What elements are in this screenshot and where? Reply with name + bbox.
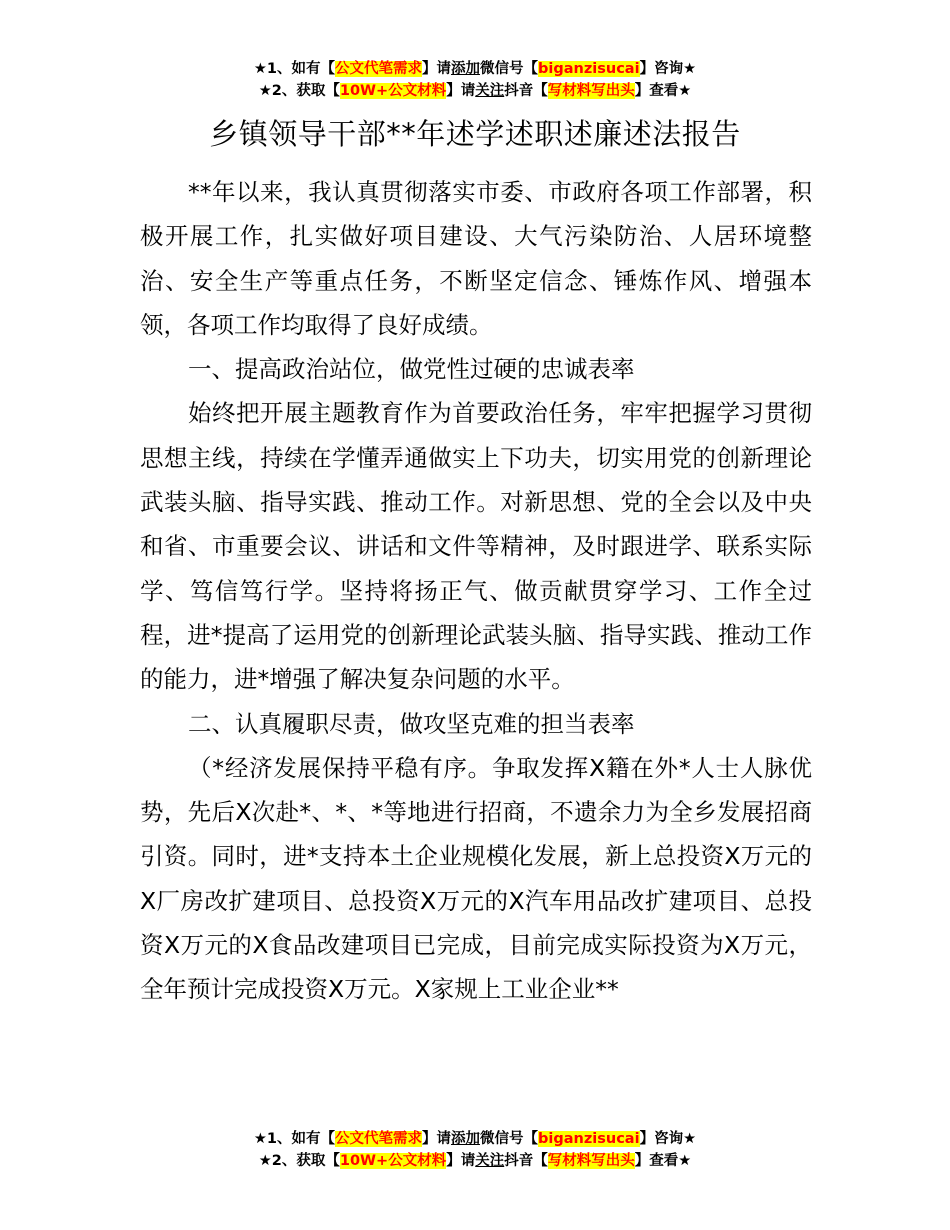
footer-banner: [0, 1128, 950, 1172]
document-body: [140, 170, 812, 1012]
banner-highlight: 公文代笔需求: [335, 61, 423, 77]
banner-highlight: biganzisucai: [538, 1131, 640, 1147]
banner-text: 】请: [422, 61, 452, 77]
banner-highlight: 10W+公文材料: [339, 83, 447, 99]
banner-highlight: biganzisucai: [538, 61, 640, 77]
banner-underline: 关注: [475, 83, 505, 99]
banner-highlight: 写材料写出头: [547, 83, 635, 99]
banner-underline: 关注: [475, 1153, 505, 1169]
banner-text: 】咨询★: [639, 61, 697, 77]
document-title: 乡镇领导干部**年述学述职述廉述法报告: [209, 117, 741, 151]
banner-text: 抖音【: [504, 1153, 548, 1169]
banner-text: ★2、获取【: [258, 1153, 340, 1169]
banner-highlight: 公文代笔需求: [335, 1131, 423, 1147]
banner-text: 】查看★: [634, 1153, 692, 1169]
banner-text: ★1、如有【: [253, 1131, 336, 1147]
banner-text: 】咨询★: [639, 1131, 697, 1147]
banner-text: ★2、获取【: [258, 83, 340, 99]
banner-text: 】请: [446, 1153, 476, 1169]
banner-line-2: [0, 1150, 950, 1172]
banner-line-1: [0, 1128, 950, 1150]
header-banner: [0, 58, 950, 102]
section-heading-1: 一、提高政治站位，做党性过硬的忠诚表率: [188, 355, 635, 384]
banner-underline: 添加: [451, 1131, 481, 1147]
banner-text: ★1、如有【: [253, 61, 336, 77]
paragraph-intro: **年以来，我认真贯彻落实市委、市政府各项工作部署，积极开展工作，扎实做好项目建设、大气污染防治、人居环境整治、安全生产等重点任务，不断坚定信念、锤炼作风、增强本领，各项工作均取得了良好成绩。: [140, 178, 812, 339]
banner-text: 微信号【: [480, 61, 539, 77]
banner-line-2: [0, 80, 950, 102]
banner-line-1: [0, 58, 950, 80]
banner-highlight: 写材料写出头: [547, 1153, 635, 1169]
banner-text: 】请: [422, 1131, 452, 1147]
banner-text: 】查看★: [634, 83, 692, 99]
banner-highlight: 10W+公文材料: [339, 1153, 447, 1169]
paragraph-section-1: 始终把开展主题教育作为首要政治任务，牢牢把握学习贯彻思想主线，持续在学懂弄通做实上下功夫，切实用党的创新理论武装头脑、指导实践、推动工作。对新思想、党的全会以及中央和省、市重要会议、讲话和文件等精神，及时跟进学、联系实际学、笃信笃行学。坚持将扬正气、做贡献贯穿学习、工作全过程，进*提高了运用党的创新理论武装头脑、指导实践、推动工作的能力，进*增强了解决复杂问题的水平。: [140, 399, 812, 694]
paragraph-section-2: （*经济发展保持平稳有序。争取发挥X籍在外*人士人脉优势，先后X次赴*、*、*等地进行招商，不遗余力为全乡发展招商引资。同时，进*支持本土企业规模化发展，新上总投资X万元的X厂房改扩建项目、总投资X万元的X汽车用品改扩建项目、总投资X万元的X食品改建项目已完成，目前完成实际投资为X万元，全年预计完成投资X万元。X家规上工业企业**: [140, 753, 812, 1004]
banner-text: 抖音【: [504, 83, 548, 99]
section-heading-2: 二、认真履职尽责，做攻坚克难的担当表率: [188, 709, 635, 738]
banner-text: 】请: [446, 83, 476, 99]
banner-text: 微信号【: [480, 1131, 539, 1147]
banner-underline: 添加: [451, 61, 481, 77]
